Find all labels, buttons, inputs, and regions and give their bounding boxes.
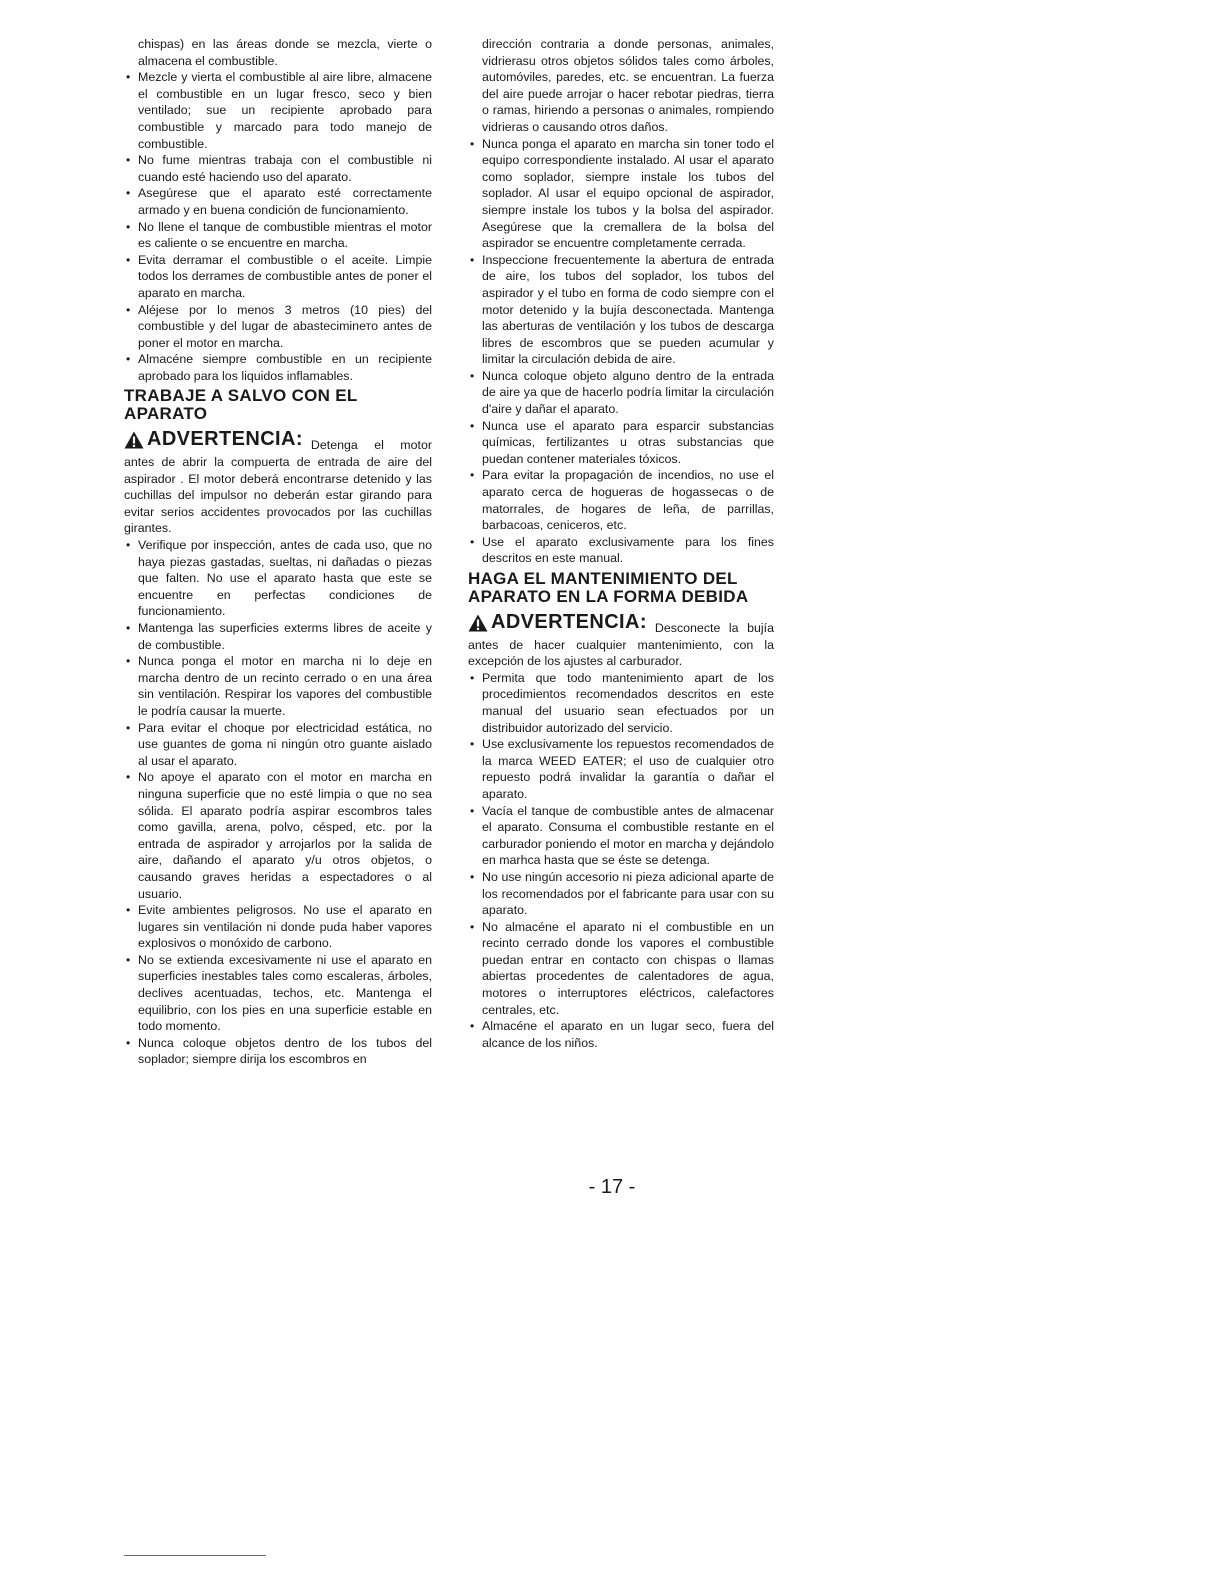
list-item: • Almacéne siempre combustible en un recipiente aprobado para los liquidos inflamables. [124,351,432,384]
list-item: • Evita derramar el combustible o el aceite. Limpie todos los derrames de combustible antes de poner el aparato en marcha. [124,252,432,302]
list-item: • Almacéne el aparato en un lugar seco, fuera del alcance de los niños. [468,1018,774,1051]
list-item: • Nunca coloque objetos dentro de los tubos del soplador; siempre dirija los escombros en [124,1035,432,1068]
list-item: • Evite ambientes peligrosos. No use el aparato en lugares sin ventilación ni donde puda haber vapores explosivos o monóxido de carbono. [124,902,432,952]
list-item: • No llene el tanque de combustible mientras el motor es caliente o se encuentre en marcha. [124,219,432,252]
warning-header [468,612,647,632]
list-item: • Nunca coloque objeto alguno dentro de la entrada de aire ya que de hacerlo podría limitar la circulación d'aire y dañar el aparato. [468,368,774,418]
list-item: • No apoye el aparato con el motor en marcha en ninguna superficie que no esté limpia o que no sea sólida. El aparato podría aspirar escombros tales como gavilla, arena, polvo, césped, etc. por la entrada de aspirador y arrojarlos por la salida de aire, dañando el aparato y/u otros objetos, o causando graves heridas a espectadores o al usuario. [124,769,432,902]
list-item: • Para evitar la propagación de incendios, no use el aparato cerca de hogueras de hogassecas o de matorrales, de hogares de leña, de parrillas, barbacoas, ceniceros, etc. [468,467,774,533]
list-item: • No fume mientras trabaja con el combustible ni cuando esté haciendo uso del aparato. [124,152,432,185]
list-item: • Use el aparato exclusivamente para los fines descritos en este manual. [468,534,774,567]
list-item: • Nunca use el aparato para esparcir substancias químicas, fertilizantes u otras substancias que puedan contener materiales tóxicos. [468,418,774,468]
warning-block [124,429,432,537]
section-heading-maintenance: HAGA EL MANTENIMIENTO DEL APARATO EN LA FORMA DEBIDA [468,569,749,606]
list-item: • Aléjese por lo menos 3 metros (10 pies) del combustible y del lugar de abasteciminето antes de poner el motor en marcha. [124,302,432,352]
section-heading-safe-operation: TRABAJE A SALVO CON EL APARATO [124,386,358,424]
warning-triangle-icon [468,614,488,632]
list-item: • Nunca ponga el motor en marcha ni lo deje en marcha dentro de un recinto cerrado o en una área sin ventilación. Respirar los vapores del combustible le podría causar la muerte. [124,653,432,719]
warning-header [124,429,303,449]
list-item: • No almacéne el aparato ni el combustible en un recinto cerrado donde los vapores el combustible puedan entrar en contacto con chispas o llamas abiertas procedentes de calentadores de agua, motores o interruptores eléctricos, calefactores centrales, etc. [468,919,774,1019]
page-number: - 17 - [588,1176,636,1198]
footer-divider [124,1555,266,1556]
warning-text: Detenga el motor antes de abrir la compuerta de entrada de aire del aspirador . El motor deberá encontrarse detenido y las cuchillas del impulsor no deberán estar girando para evitar serios accidentes provocados por las cuchillas girantes. [124,438,432,536]
left-bullet-list-2 [124,537,432,1068]
warning-block [468,612,774,670]
list-item: • Asegúrese que el aparato esté correctamente armado y en buena condición de funcionamiento. [124,185,432,218]
right-bullet-list [468,136,774,567]
list-item: • No se extienda excesivamente ni use el aparato en superficies inestables tales como escaleras, árboles, declives acentuadas, techos, etc. Mantenga el equilibrio, con los pies en una superficie estable en todo momento. [124,952,432,1035]
right-column [468,36,774,1051]
left-column [124,36,432,1068]
list-item: • Mezcle y vierta el combustible al aire libre, almacene el combustible en un lugar fresco, seco y bien ventilado; sue un recipiente aprobado para combustible y marcado para todo manejo de combustible. [124,69,432,152]
list-item: • Mantenga las superficies exterms libres de aceite y de combustible. [124,620,432,653]
right-continued-text: dirección contraria a donde personas, animales, vidrierasu otros objetos sólidos tales como árboles, automóviles, paredes, etc. se encuentran. La fuerza del aire puede arrojar o hacer rebotar piedras, tierra o ramas, hiriendo a personas o animales, rompiendo vidrieras o causando otros daños. [482,37,774,134]
warning-label: ADVERTENCIA: [147,428,303,451]
warning-text: Desconecte la bujía antes de hacer cualquier mantenimiento, con la excepción de los ajustes al carburador. [468,621,774,669]
list-item: • Permita que todo mantenimiento apart de los procedimientos recomendados descritos en este manual del usuario sean efectuados por un distribuidor autorizado del servicio. [468,670,774,736]
list-item: • Nunca ponga el aparato en marcha sin toner todo el equipo correspondiente instalado. Al usar el aparato como soplador, siempre instale los tubos del soplador. Al usar el equipo opcional de aspirador, siempre instale los tubos y la bolsa del aspirador. Asegúrese que la cremallera de la bolsa del aspirador se encuentre completamente cerrada. [468,136,774,252]
list-item: • Use exclusivamente los repuestos recomendados de la marca WEED EATER; el uso de cualquier otro repuesto podrá invalidar la garantía o dañar el aparato. [468,736,774,802]
left-intro-text: chispas) en las áreas donde se mezcla, vierte o almacena el combustible. [138,37,432,68]
left-bullet-list [124,69,432,384]
list-item: • Para evitar el choque por electricidad estática, no use guantes de goma ni ningún otro guante aislado al usar el aparato. [124,720,432,770]
list-item: • Inspeccione frecuentemente la abertura de entrada de aire, los tubos del soplador, los tubos del aspirador y el tubo en forma de codo siempre con el motor detenido y la bujía desconectada. Mantenga las aberturas de ventilación y los tubos de descarga libres de escombros que se pueden acumular y limitar la circulación debida de aire. [468,252,774,368]
list-item: • Verifique por inspección, antes de cada uso, que no haya piezas gastadas, sueltas, ni dañadas o piezas que falten. No use el aparato hasta que este se encuentre en perfectas condiciones de funcionamiento. [124,537,432,620]
list-item: • No use ningún accesorio ni pieza adicional aparte de los recomendados por el fabricante para usar con su aparato. [468,869,774,919]
warning-triangle-icon [124,431,144,449]
warning-label: ADVERTENCIA: [491,611,647,633]
right-bullet-list-2 [468,670,774,1052]
list-item: • Vacía el tanque de combustible antes de almacenar el aparato. Consuma el combustible restante en el carburador poniendo el motor en marcha y dejándolo en marhca hasta que se éste se detenga. [468,803,774,869]
